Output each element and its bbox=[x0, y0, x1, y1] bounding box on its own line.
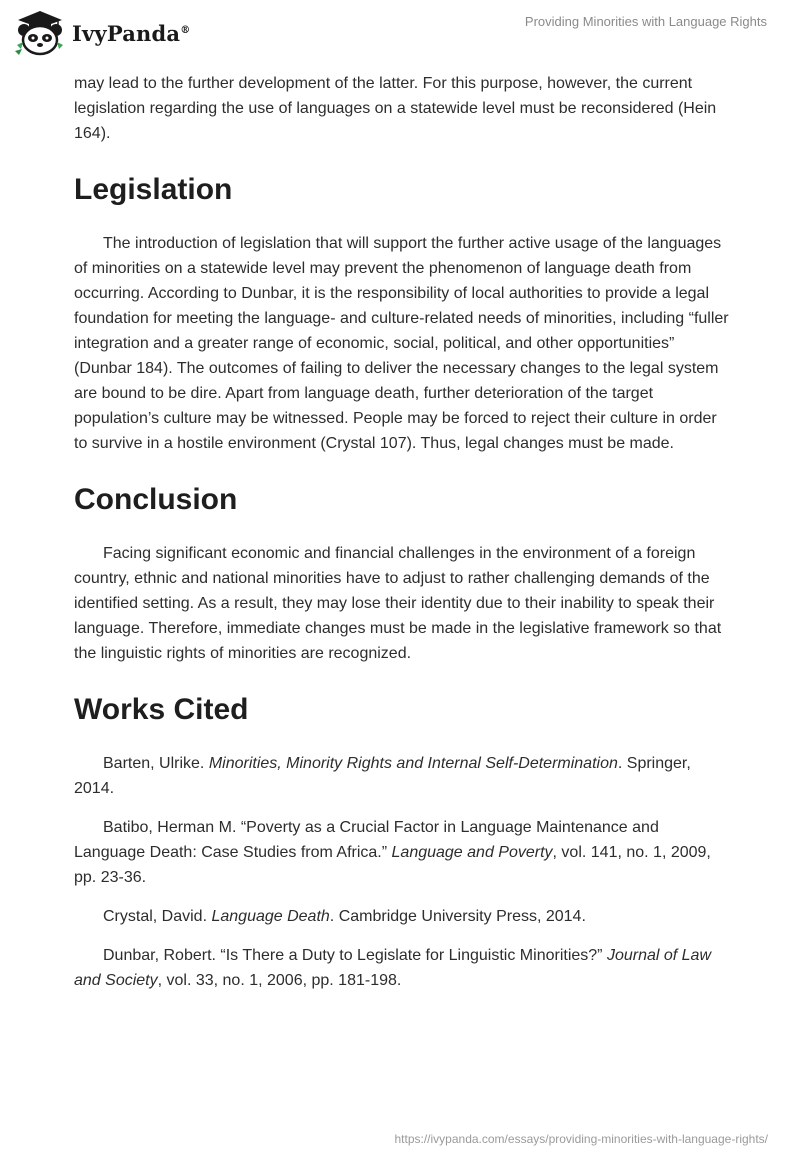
essay-body bbox=[74, 71, 734, 993]
citation-title: Language and Poverty bbox=[391, 844, 553, 861]
registered-mark: ® bbox=[180, 24, 191, 36]
citation-author: Dunbar, Robert. “Is There a Duty to Legislate for Linguistic Minorities?” bbox=[103, 947, 607, 964]
heading-conclusion: Conclusion bbox=[74, 483, 238, 516]
citation-author: Batibo, Herman M. “Poverty as a Crucial Factor in Language Maintenance and Language Death: Case Studies from Africa.” bbox=[74, 819, 659, 861]
citation-details: . Springer, 2014. bbox=[74, 755, 691, 797]
citation-details: . Cambridge University Press, 2014. bbox=[329, 908, 586, 925]
source-url-link[interactable]: https://ivypanda.com/essays/providing-minorities-with-language-rights/ bbox=[394, 1132, 768, 1146]
heading-works-cited: Works Cited bbox=[74, 693, 249, 726]
citation-title: Minorities, Minority Rights and Internal Self-Determination bbox=[208, 755, 618, 772]
legislation-paragraph: The introduction of legislation that will support the further active usage of the languages of minorities on a statewide level may prevent the phenomenon of language death from occurring. According to Dunbar, it is the responsibility of local authorities to provide a legal foundation for meeting the language- and culture-related needs of minorities, including “fuller integration and a greater range of economic, social, political, and other opportunities” (Dunbar 184). The outcomes of failing to deliver the necessary changes to the legal system are bound to be dire. Apart from language death, further deterioration of the target population’s culture may be witnessed. People may be forced to reject their culture in order to survive in a hostile environment (Crystal 107). Thus, legal changes must be made. bbox=[74, 235, 729, 452]
citation-title: Language Death bbox=[211, 908, 330, 925]
ivypanda-logo[interactable] bbox=[14, 8, 194, 58]
citation-entry bbox=[74, 904, 734, 929]
citation-entry bbox=[74, 751, 734, 801]
page-header bbox=[0, 0, 800, 70]
citation-title: Journal of Law and Society bbox=[74, 947, 711, 989]
document-title: Providing Minorities with Language Rights bbox=[524, 14, 767, 29]
brand-name bbox=[72, 21, 190, 46]
heading-legislation: Legislation bbox=[74, 173, 233, 206]
citation-details: , vol. 141, no. 1, 2009, pp. 23-36. bbox=[74, 844, 711, 886]
citation-entry bbox=[74, 943, 734, 993]
intro-paragraph: may lead to the further development of the latter. For this purpose, however, the current legislation regarding the use of languages on a statewide level must be reconsidered (Hein 164). bbox=[74, 75, 717, 142]
citation-details: , vol. 33, no. 1, 2006, pp. 181-198. bbox=[157, 972, 402, 989]
brand-text: IvyPanda bbox=[72, 20, 181, 46]
panda-graduate-icon bbox=[14, 9, 66, 57]
citation-entry bbox=[74, 815, 734, 890]
citation-author: Crystal, David. bbox=[103, 908, 212, 925]
conclusion-paragraph: Facing significant economic and financial challenges in the environment of a foreign country, ethnic and national minorities have to adjust to rather challenging demands of the identified setting. As a result, they may lose their identity due to their inability to speak their language. Therefore, immediate changes must be made in the legislative framework so that the linguistic rights of minorities are recognized. bbox=[74, 545, 722, 662]
citation-author: Barten, Ulrike. bbox=[103, 755, 209, 772]
